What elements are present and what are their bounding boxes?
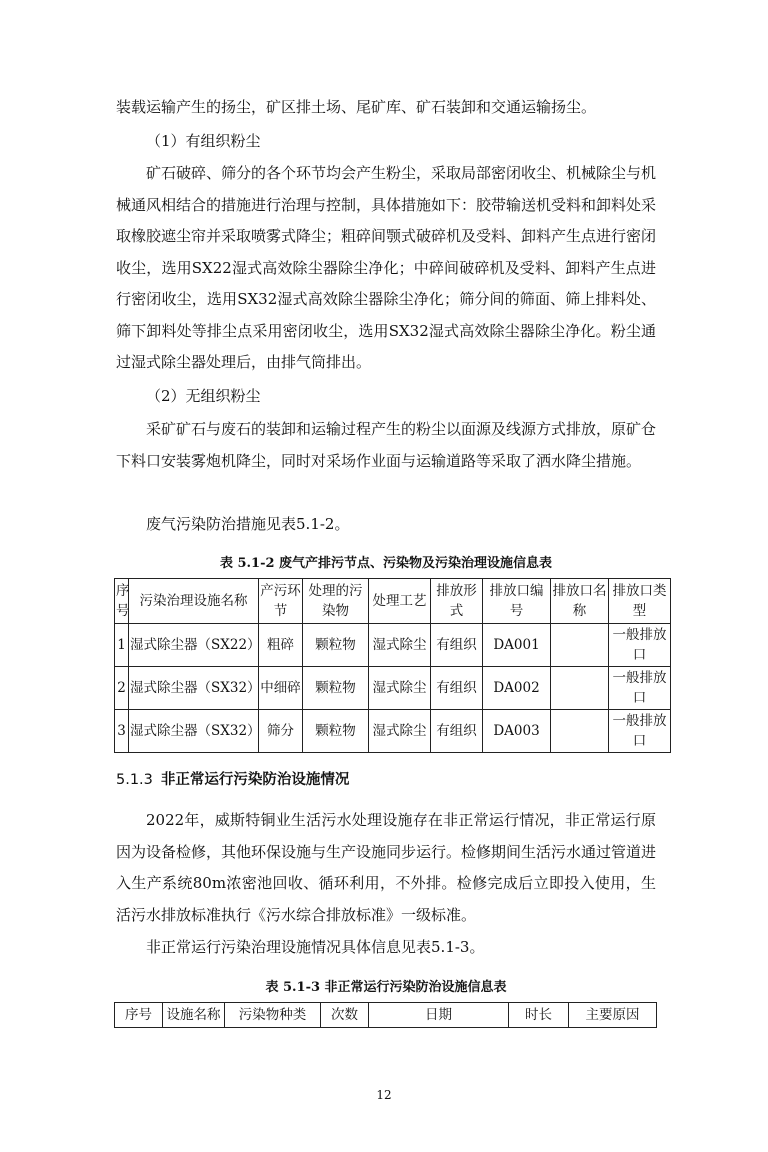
heading-unorganized-dust: （2）无组织粉尘 bbox=[146, 387, 261, 405]
table-cell: 有组织 bbox=[431, 667, 483, 710]
paragraph-table2-ref: 非正常运行污染治理设施情况具体信息见表5.1-3。 bbox=[146, 938, 485, 956]
table-cell: 筛分 bbox=[259, 710, 303, 753]
header-cell: 时长 bbox=[509, 1003, 569, 1028]
header-cell: 排放口类型 bbox=[609, 579, 671, 624]
header-cell: 设施名称 bbox=[163, 1003, 225, 1028]
table-row bbox=[115, 667, 671, 710]
header-cell: 排放口名称 bbox=[551, 579, 609, 624]
section-number: 5.1.3 bbox=[116, 772, 153, 788]
paragraph-unorganized-dust: 采矿矿石与废石的装卸和运输过程产生的粉尘以面源及线源方式排放，原矿仓下料口安装雾炮机降尘，同时对采场作业面与运输道路等采取了洒水降尘措施。 bbox=[116, 420, 657, 470]
header-cell: 序号 bbox=[115, 1003, 163, 1028]
header-cell: 产污环节 bbox=[259, 579, 303, 624]
table-cell: 1 bbox=[115, 624, 129, 667]
table-cell: 粗碎 bbox=[259, 624, 303, 667]
table-cell: 颗粒物 bbox=[303, 710, 369, 753]
table-cell: 湿式除尘器（SX32） bbox=[129, 710, 259, 753]
section-heading bbox=[116, 768, 349, 789]
table-cell: 有组织 bbox=[431, 624, 483, 667]
table-cell: DA001 bbox=[483, 624, 551, 667]
table-cell: DA003 bbox=[483, 710, 551, 753]
header-cell: 序号 bbox=[115, 579, 129, 624]
table-row bbox=[115, 710, 671, 753]
header-cell: 排放形式 bbox=[431, 579, 483, 624]
table-cell: 2 bbox=[115, 667, 129, 710]
paragraph-abnormal-operation: 2022年，威斯特铜业生活污水处理设施存在非正常运行情况，非正常运行原因为设备检修，其他环保设施与生产设施同步运行。检修期间生活污水通过管道进入生产系统80m浓密池回收、循环利用，不外排。检修完成后立即投入使用，生活污水排放标准执行《污水综合排放标准》一级标准。 bbox=[116, 811, 657, 924]
table-cell: 一般排放口 bbox=[609, 710, 671, 753]
header-cell: 日期 bbox=[369, 1003, 509, 1028]
table-cell bbox=[551, 710, 609, 753]
table-cell: 湿式除尘器（SX32） bbox=[129, 667, 259, 710]
header-cell: 处理的污染物 bbox=[303, 579, 369, 624]
table-cell: DA002 bbox=[483, 667, 551, 710]
table-cell bbox=[551, 667, 609, 710]
table-cell: 中细碎 bbox=[259, 667, 303, 710]
paragraph-organized-dust: 矿石破碎、筛分的各个环节均会产生粉尘，采取局部密闭收尘、机械除尘与机械通风相结合的措施进行治理与控制，具体措施如下：胶带输送机受料和卸料处采取橡胶遮尘帘并采取喷雾式降尘；粗碎间颚式破碎机及受料、卸料产生点进行密闭收尘，选用SX22湿式高效除尘器除尘净化；中碎间破碎机及受料、卸料产生点进行密闭收尘，选用SX32湿式高效除尘器除尘净化；筛分间的筛面、筛上排料处、筛下卸料处等排尘点采用密闭收尘，选用SX32湿式高效除尘器除尘净化。粉尘通过湿式除尘器处理后，由排气筒排出。 bbox=[116, 164, 657, 371]
paragraph-table-ref: 废气污染防治措施见表5.1-2。 bbox=[146, 515, 350, 533]
table-cell: 湿式除尘 bbox=[369, 624, 431, 667]
paragraph-dust-sources: 装载运输产生的扬尘，矿区排土场、尾矿库、矿石装卸和交通运输扬尘。 bbox=[116, 98, 597, 116]
section-title: 非正常运行污染防治设施情况 bbox=[160, 772, 350, 788]
emission-facilities-table bbox=[114, 578, 671, 753]
header-cell: 排放口编号 bbox=[483, 579, 551, 624]
table-cell: 一般排放口 bbox=[609, 624, 671, 667]
header-cell: 主要原因 bbox=[569, 1003, 657, 1028]
page-number: 12 bbox=[376, 1088, 392, 1102]
table-cell: 一般排放口 bbox=[609, 667, 671, 710]
table-header-row bbox=[115, 579, 671, 624]
abnormal-operation-table bbox=[114, 1002, 657, 1028]
table-cell: 颗粒物 bbox=[303, 667, 369, 710]
table-cell: 湿式除尘器（SX22） bbox=[129, 624, 259, 667]
header-cell: 污染治理设施名称 bbox=[129, 579, 259, 624]
table-header-row bbox=[115, 1003, 657, 1028]
header-cell: 污染物种类 bbox=[225, 1003, 321, 1028]
table-caption: 表 5.1-2 废气产排污节点、污染物及污染治理设施信息表 bbox=[219, 556, 553, 571]
table-row bbox=[115, 624, 671, 667]
header-cell: 次数 bbox=[321, 1003, 369, 1028]
table-cell bbox=[551, 624, 609, 667]
table-cell: 有组织 bbox=[431, 710, 483, 753]
heading-organized-dust: （1）有组织粉尘 bbox=[146, 132, 261, 150]
table-cell: 3 bbox=[115, 710, 129, 753]
header-cell: 处理工艺 bbox=[369, 579, 431, 624]
table-cell: 湿式除尘 bbox=[369, 710, 431, 753]
table-cell: 湿式除尘 bbox=[369, 667, 431, 710]
table2-caption: 表 5.1-3 非正常运行污染防治设施信息表 bbox=[265, 980, 507, 995]
table-cell: 颗粒物 bbox=[303, 624, 369, 667]
